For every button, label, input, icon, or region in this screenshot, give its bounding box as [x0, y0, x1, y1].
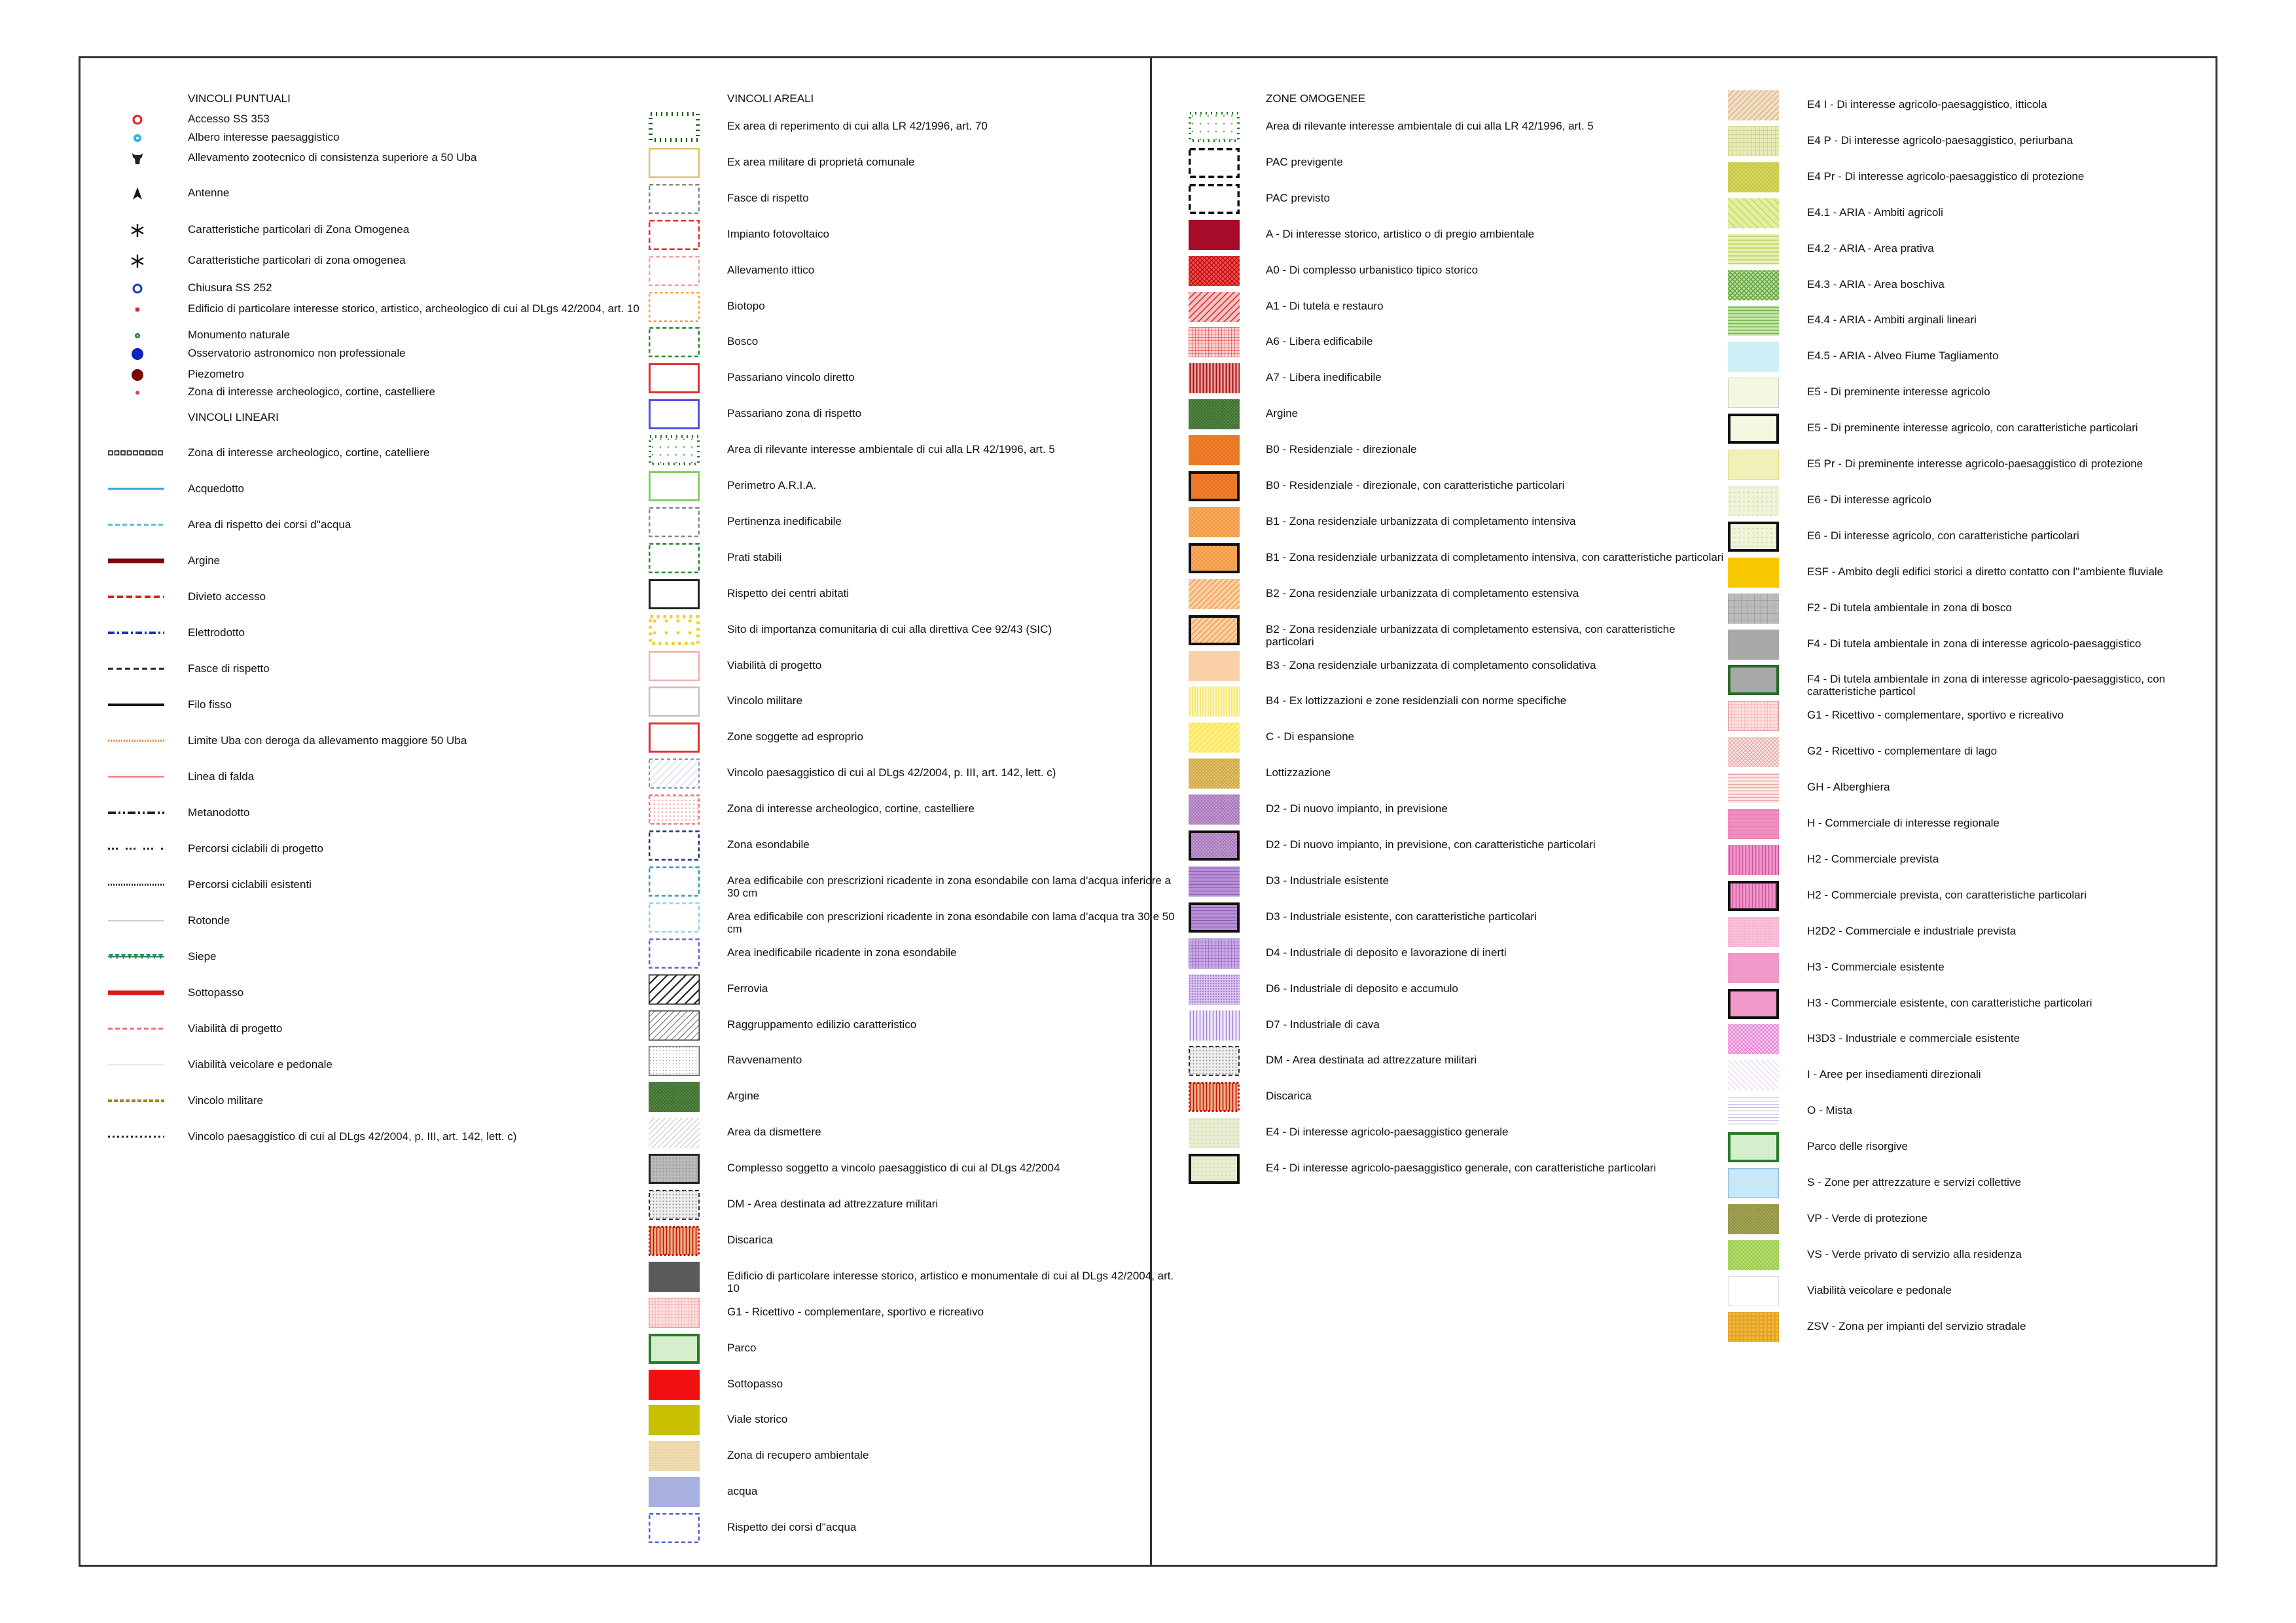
area-swatch	[1728, 809, 1779, 842]
area-swatch	[1189, 220, 1240, 253]
area-swatch	[1189, 507, 1240, 541]
area-swatch	[649, 256, 700, 289]
area-swatch	[1728, 881, 1779, 914]
legend-label: D2 - Di nuovo impianto, in previsione	[1266, 802, 1448, 815]
legend-label: Ex area militare di proprietà comunale	[727, 155, 915, 168]
legend-label: Ex area di reperimento di cui alla LR 42/1996, art. 70	[727, 120, 988, 132]
line-symbol	[108, 664, 164, 677]
legend-label: Viabilità veicolare e pedonale	[1807, 1283, 1952, 1296]
legend-label: Argine	[188, 554, 221, 567]
area-swatch	[649, 507, 700, 541]
legend-label: D4 - Industriale di deposito e lavorazione di inerti	[1266, 946, 1507, 959]
area-swatch	[1728, 126, 1779, 160]
legend-label: E4 - Di interesse agricolo-paesaggistico generale, con caratteristiche particolari	[1266, 1162, 1657, 1175]
area-swatch	[649, 543, 700, 577]
legend-label: Viabilità veicolare e pedonale	[188, 1058, 332, 1071]
legend-label: Monumento naturale	[188, 329, 290, 341]
area-swatch	[1189, 866, 1240, 900]
legend-label: Metanodotto	[188, 806, 250, 819]
legend-label: Passariano zona di rispetto	[727, 407, 862, 420]
legend-label: Albero interesse paesaggistico	[188, 131, 340, 143]
area-swatch	[649, 938, 700, 972]
legend-label: Discarica	[727, 1233, 773, 1246]
section-heading: VINCOLI PUNTUALI	[188, 92, 291, 105]
legend-label: Antenne	[188, 187, 230, 199]
legend-label: E5 - Di preminente interesse agricolo	[1807, 385, 1990, 399]
section-heading: VINCOLI LINEARI	[188, 411, 279, 423]
legend-label: Zona esondabile	[727, 838, 810, 851]
legend-label: E4 I - Di interesse agricolo-paesaggistico, itticola	[1807, 98, 2047, 111]
area-swatch	[1189, 938, 1240, 972]
legend-label: G1 - Ricettivo - complementare, sportivo e ricreativo	[727, 1305, 984, 1318]
legend-label: O - Mista	[1807, 1104, 1852, 1117]
legend-label: B1 - Zona residenziale urbanizzata di completamento intensiva, con caratteristiche particolari	[1266, 550, 1724, 563]
legend-label: B0 - Residenziale - direzionale, con caratteristiche particolari	[1266, 479, 1565, 491]
legend-label: Zona di interesse archeologico, cortine, castelliere	[188, 385, 435, 398]
legend-label: H3D3 - Industriale e commerciale esistente	[1807, 1032, 2020, 1045]
area-swatch	[649, 292, 700, 325]
legend-label: D3 - Industriale esistente, con caratteristiche particolari	[1266, 910, 1537, 923]
area-swatch	[649, 399, 700, 433]
legend-label: E5 Pr - Di preminente interesse agricolo-paesaggistico di protezione	[1807, 457, 2144, 470]
area-swatch	[649, 722, 700, 756]
area-swatch	[649, 327, 700, 361]
line-symbol	[108, 736, 164, 749]
legend-label: A1 - Di tutela e restauro	[1266, 299, 1384, 312]
area-swatch	[1728, 198, 1779, 232]
legend-label: Pertinenza inedificabile	[727, 514, 842, 527]
legend-label: Lottizzazione	[1266, 766, 1331, 779]
legend-label: E4 - Di interesse agricolo-paesaggistico generale	[1266, 1126, 1509, 1139]
legend-label: Vincolo militare	[188, 1094, 263, 1107]
legend-label: PAC previsto	[1266, 191, 1330, 204]
small-red-dot-icon	[128, 383, 147, 406]
area-swatch	[649, 758, 700, 792]
legend-label: Vincolo paesaggistico di cui al DLgs 42/2004, p. III, art. 142, lett. c)	[188, 1130, 517, 1143]
area-swatch	[1728, 989, 1779, 1022]
area-swatch	[1728, 1204, 1779, 1238]
legend-label: D6 - Industriale di deposito e accumulo	[1266, 982, 1458, 995]
line-symbol	[108, 1024, 164, 1037]
area-swatch	[1189, 184, 1240, 217]
area-swatch	[649, 220, 700, 253]
blue-disc-icon	[128, 344, 147, 368]
legend-label: Fasce di rispetto	[727, 191, 809, 204]
legend-label: E4.1 - ARIA - Ambiti agricoli	[1807, 205, 1943, 219]
legend-label: Complesso soggetto a vincolo paesaggistico di cui al DLgs 42/2004	[727, 1162, 1060, 1175]
legend-label: E4.5 - ARIA - Alveo Fiume Tagliamento	[1807, 349, 1999, 363]
legend-label: Ferrovia	[727, 982, 768, 995]
area-swatch	[1189, 794, 1240, 828]
legend-label: Siepe	[188, 950, 217, 963]
legend-label: Elettrodotto	[188, 626, 245, 639]
area-swatch	[649, 1405, 700, 1438]
legend-label: Raggruppamento edilizio caratteristico	[727, 1018, 917, 1031]
hollow-circle-blue-icon	[128, 279, 147, 302]
area-swatch	[1728, 90, 1779, 124]
area-swatch	[1728, 773, 1779, 806]
line-symbol	[108, 772, 164, 785]
legend-label: Area inedificabile ricadente in zona esondabile	[727, 946, 957, 959]
legend-label: Zona di recupero ambientale	[727, 1449, 869, 1462]
legend-label: Parco	[727, 1341, 757, 1354]
area-swatch	[1189, 292, 1240, 325]
area-swatch	[1728, 306, 1779, 339]
area-swatch	[1189, 471, 1240, 505]
area-swatch	[649, 579, 700, 613]
legend-label: Discarica	[1266, 1090, 1312, 1103]
area-swatch	[1728, 665, 1779, 698]
area-swatch	[1189, 1118, 1240, 1151]
legend-label: Area da dismettere	[727, 1126, 821, 1139]
legend-label: Area edificabile con prescrizioni ricadente in zona esondabile con lama d'acqua tra 30 e 50 cm	[727, 910, 1175, 935]
legend-label: Sottopasso	[188, 986, 244, 999]
legend-label: Sottopasso	[727, 1377, 783, 1390]
section-heading: VINCOLI AREALI	[727, 92, 814, 105]
legend-label: Caratteristiche particolari di Zona Omogenea	[188, 223, 410, 236]
area-swatch	[1189, 363, 1240, 397]
legend-label: B2 - Zona residenziale urbanizzata di completamento estensiva, con caratteristiche particolari	[1266, 622, 1676, 648]
legend-label: PAC previgente	[1266, 155, 1343, 168]
legend-label: A7 - Libera inedificabile	[1266, 371, 1382, 384]
legend-label: H2 - Commerciale prevista, con caratteristiche particolari	[1807, 888, 2087, 901]
line-symbol	[108, 448, 164, 461]
line-symbol	[108, 880, 164, 893]
legend-label: Accesso SS 353	[188, 113, 270, 125]
area-swatch	[1728, 486, 1779, 519]
legend-label: F4 - Di tutela ambientale in zona di interesse agricolo-paesaggistico, con caratteristiche particol	[1807, 673, 2166, 698]
area-swatch	[649, 1082, 700, 1115]
legend-label: Sito di importanza comunitaria di cui alla direttiva Cee 92/43 (SIC)	[727, 622, 1052, 635]
area-swatch	[1728, 414, 1779, 447]
area-swatch	[649, 1154, 700, 1187]
area-swatch	[649, 112, 700, 145]
area-swatch	[1728, 378, 1779, 411]
area-swatch	[1189, 399, 1240, 433]
asterisk-icon	[128, 221, 147, 244]
line-symbol	[108, 952, 164, 965]
legend-label: Piezometro	[188, 368, 244, 380]
area-swatch	[1189, 651, 1240, 685]
legend-label: Viale storico	[727, 1413, 788, 1426]
legend-label: VP - Verde di protezione	[1807, 1211, 1928, 1224]
legend-label: Percorsi ciclabili esistenti	[188, 878, 312, 891]
area-swatch	[649, 794, 700, 828]
line-symbol	[108, 1132, 164, 1145]
line-symbol	[108, 700, 164, 713]
legend-label: Rotonde	[188, 914, 230, 927]
legend-label: Area di rispetto dei corsi d''acqua	[188, 518, 351, 531]
area-swatch	[1189, 579, 1240, 613]
asterisk-icon	[128, 251, 147, 275]
legend-label: H - Commerciale di interesse regionale	[1807, 817, 2000, 829]
area-swatch	[1728, 701, 1779, 734]
legend-label: Allevamento zootecnico di consistenza superiore a 50 Uba	[188, 151, 477, 164]
legend-label: Edificio di particolare interesse storico, artistico, archeologico di cui al DLgs 42/2004, art. 10	[188, 302, 639, 315]
legend-label: E4.4 - ARIA - Ambiti arginali lineari	[1807, 313, 1977, 327]
area-swatch	[1728, 953, 1779, 986]
legend-label: Divieto accesso	[188, 590, 266, 603]
area-swatch	[1728, 594, 1779, 627]
line-symbol	[108, 520, 164, 533]
legend-label: Area di rilevante interesse ambientale di cui alla LR 42/1996, art. 5	[727, 443, 1055, 456]
legend-label: E4 P - Di interesse agricolo-paesaggistico, periurbana	[1807, 134, 2073, 147]
area-swatch	[649, 651, 700, 685]
area-swatch	[1189, 830, 1240, 864]
legend-label: E4.2 - ARIA - Area prativa	[1807, 241, 1934, 255]
area-swatch	[649, 363, 700, 397]
area-swatch	[649, 974, 700, 1008]
legend-label: B0 - Residenziale - direzionale	[1266, 443, 1417, 456]
area-swatch	[649, 687, 700, 720]
legend-label: D3 - Industriale esistente	[1266, 874, 1390, 887]
legend-label: G1 - Ricettivo - complementare, sportivo e ricreativo	[1807, 709, 2064, 722]
area-swatch	[649, 615, 700, 649]
area-swatch	[649, 866, 700, 900]
area-swatch	[1728, 1024, 1779, 1058]
area-swatch	[649, 1298, 700, 1331]
area-swatch	[1728, 342, 1779, 375]
area-swatch	[1189, 112, 1240, 145]
legend-label: Linea di falda	[188, 770, 255, 783]
area-swatch	[1189, 615, 1240, 649]
legend-label: GH - Alberghiera	[1807, 781, 1890, 794]
legend-label: E5 - Di preminente interesse agricolo, con caratteristiche particolari	[1807, 421, 2138, 435]
legend-label: E4 Pr - Di interesse agricolo-paesaggistico di protezione	[1807, 169, 2085, 183]
legend-label: Parco delle risorgive	[1807, 1140, 1909, 1153]
legend-label: F4 - Di tutela ambientale in zona di interesse agricolo-paesaggistico	[1807, 637, 2142, 650]
legend-label: Argine	[727, 1090, 760, 1103]
line-symbol	[108, 1060, 164, 1073]
legend-label: Area di rilevante interesse ambientale di cui alla LR 42/1996, art. 5	[1266, 120, 1594, 132]
area-swatch	[649, 902, 700, 936]
area-swatch	[1728, 737, 1779, 770]
legend-label: F2 - Di tutela ambientale in zona di bosco	[1807, 601, 2012, 614]
legend-label: Ravvenamento	[727, 1054, 802, 1067]
legend-label: E6 - Di interesse agricolo, con caratteristiche particolari	[1807, 529, 2079, 542]
area-swatch	[649, 1441, 700, 1474]
legend-label: ESF - Ambito degli edifici storici a diretto contatto con l''ambiente fluviale	[1807, 565, 2164, 578]
cow-head-icon	[128, 149, 147, 172]
line-symbol	[108, 1096, 164, 1109]
legend-label: D7 - Industriale di cava	[1266, 1018, 1380, 1031]
legend-label: DM - Area destinata ad attrezzature militari	[727, 1198, 939, 1210]
legend-label: Caratteristiche particolari di zona omogenea	[188, 254, 406, 266]
line-symbol	[108, 844, 164, 857]
area-swatch	[649, 184, 700, 217]
legend-label: Allevamento ittico	[727, 263, 815, 276]
area-swatch	[1189, 687, 1240, 720]
legend-label: G2 - Ricettivo - complementare di lago	[1807, 745, 1998, 758]
legend-label: B1 - Zona residenziale urbanizzata di completamento intensiva	[1266, 514, 1576, 527]
antenna-icon	[128, 184, 147, 207]
area-swatch	[1189, 148, 1240, 181]
area-swatch	[1728, 1096, 1779, 1130]
legend-label: Osservatorio astronomico non professionale	[188, 347, 406, 359]
area-swatch	[1189, 256, 1240, 289]
area-swatch	[649, 148, 700, 181]
legend-label: Biotopo	[727, 299, 765, 312]
line-symbol	[108, 988, 164, 1001]
line-symbol	[108, 808, 164, 821]
area-swatch	[1728, 630, 1779, 663]
area-swatch	[1728, 234, 1779, 268]
legend-label: A - Di interesse storico, artistico o di pregio ambientale	[1266, 227, 1535, 240]
area-swatch	[1189, 1082, 1240, 1115]
area-swatch	[1728, 845, 1779, 878]
section-heading: ZONE OMOGENEE	[1266, 92, 1366, 105]
area-swatch	[649, 830, 700, 864]
legend-label: Zone soggette ad esproprio	[727, 730, 863, 743]
legend-label: Passariano vincolo diretto	[727, 371, 855, 384]
legend-label: Viabilità di progetto	[727, 658, 822, 671]
legend-label: DM - Area destinata ad attrezzature militari	[1266, 1054, 1477, 1067]
legend-label: I - Aree per insediamenti direzionali	[1807, 1068, 1981, 1081]
area-swatch	[649, 435, 700, 469]
area-swatch	[1728, 270, 1779, 304]
area-swatch	[649, 1010, 700, 1044]
legend-label: Perimetro A.R.I.A.	[727, 479, 817, 491]
legend-label: Acquedotto	[188, 482, 245, 495]
line-symbol	[108, 556, 164, 569]
legend-label: B3 - Zona residenziale urbanizzata di completamento consolidativa	[1266, 658, 1596, 671]
legend-label: Edificio di particolare interesse storico, artistico e monumentale di cui al DLgs 42/2004, art. 10	[727, 1269, 1174, 1294]
legend-label: C - Di espansione	[1266, 730, 1355, 743]
area-swatch	[1728, 162, 1779, 196]
legend-label: H2 - Commerciale prevista	[1807, 852, 1939, 865]
legend-label: Argine	[1266, 407, 1299, 420]
area-swatch	[1189, 1154, 1240, 1187]
legend-label: D2 - Di nuovo impianto, in previsione, con caratteristiche particolari	[1266, 838, 1596, 851]
legend-label: Filo fisso	[188, 698, 232, 711]
area-swatch	[1728, 558, 1779, 591]
area-swatch	[1728, 450, 1779, 483]
area-swatch	[1189, 543, 1240, 577]
legend-label: S - Zone per attrezzature e servizi collettive	[1807, 1176, 2021, 1188]
legend-label: Vincolo paesaggistico di cui al DLgs 42/2004, p. III, art. 142, lett. c)	[727, 766, 1056, 779]
line-symbol	[108, 592, 164, 605]
area-swatch	[649, 1477, 700, 1510]
line-symbol	[108, 628, 164, 641]
area-swatch	[649, 1513, 700, 1546]
legend-label: E6 - Di interesse agricolo	[1807, 493, 1931, 506]
legend-label: Viabilità di progetto	[188, 1022, 283, 1035]
area-swatch	[1728, 1168, 1779, 1202]
legend-label: Area edificabile con prescrizioni ricadente in zona esondabile con lama d'acqua inferiore a 30 cm	[727, 874, 1171, 899]
legend-label: Rispetto dei corsi d''acqua	[727, 1521, 857, 1534]
legend-label: A0 - Di complesso urbanistico tipico storico	[1266, 263, 1479, 276]
legend-label: Percorsi ciclabili di progetto	[188, 842, 323, 855]
area-swatch	[1189, 1046, 1240, 1079]
legend-label: Limite Uba con deroga da allevamento maggiore 50 Uba	[188, 734, 467, 747]
legend-label: Vincolo militare	[727, 694, 802, 707]
legend-label: Impianto fotovoltaico	[727, 227, 829, 240]
area-swatch	[1189, 327, 1240, 361]
legend-label: Prati stabili	[727, 550, 782, 563]
area-swatch	[649, 1118, 700, 1151]
legend-label: B4 - Ex lottizzazioni e zone residenziali con norme specifiche	[1266, 694, 1567, 707]
area-swatch	[1728, 1240, 1779, 1274]
area-swatch	[1189, 902, 1240, 936]
area-swatch	[1189, 1010, 1240, 1044]
legend-label: ZSV - Zona per impianti del servizio stradale	[1807, 1319, 2026, 1332]
area-swatch	[649, 1370, 700, 1403]
legend-label: A6 - Libera edificabile	[1266, 335, 1373, 348]
area-swatch	[1728, 522, 1779, 555]
red-square-icon	[128, 300, 147, 323]
line-symbol	[108, 916, 164, 929]
legend-label: Zona di interesse archeologico, cortine, castelliere	[727, 802, 975, 815]
legend-label: Fasce di rispetto	[188, 662, 270, 675]
legend-label: Zona di interesse archeologico, cortine, catelliere	[188, 446, 430, 459]
area-swatch	[649, 471, 700, 505]
legend-label: H2D2 - Commerciale e industriale prevista	[1807, 924, 2017, 937]
legend-label: Rispetto dei centri abitati	[727, 586, 850, 599]
area-swatch	[649, 1190, 700, 1223]
legend-label: H3 - Commerciale esistente, con caratteristiche particolari	[1807, 996, 2092, 1009]
area-swatch	[1189, 435, 1240, 469]
legend-label: Chiusura SS 252	[188, 281, 272, 294]
legend-label: Bosco	[727, 335, 759, 348]
area-swatch	[649, 1334, 700, 1367]
area-swatch	[649, 1262, 700, 1295]
area-swatch	[649, 1226, 700, 1259]
legend-label: E4.3 - ARIA - Area boschiva	[1807, 277, 1945, 291]
area-swatch	[1728, 1276, 1779, 1310]
area-swatch	[1189, 722, 1240, 756]
area-swatch	[649, 1046, 700, 1079]
legend-label: acqua	[727, 1485, 758, 1498]
area-swatch	[1728, 1132, 1779, 1166]
line-symbol	[108, 484, 164, 497]
legend-label: H3 - Commerciale esistente	[1807, 960, 1945, 973]
area-swatch	[1728, 1060, 1779, 1094]
legend-label: VS - Verde privato di servizio alla residenza	[1807, 1247, 2022, 1260]
area-swatch	[1189, 758, 1240, 792]
area-swatch	[1728, 917, 1779, 950]
area-swatch	[1728, 1312, 1779, 1346]
legend-label: B2 - Zona residenziale urbanizzata di completamento estensiva	[1266, 586, 1579, 599]
area-swatch	[1189, 974, 1240, 1008]
